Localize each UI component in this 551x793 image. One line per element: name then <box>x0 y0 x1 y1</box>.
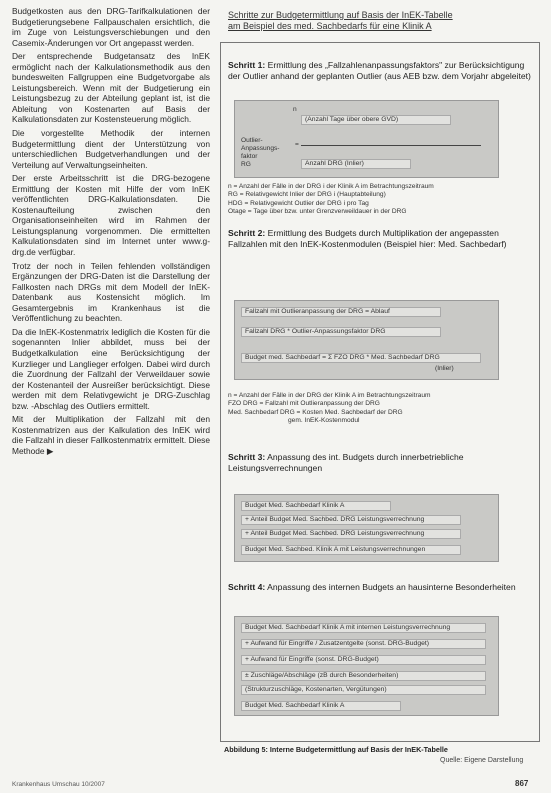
figure-caption: Abbildung 5: Interne Budgetermittlung auf Basis der InEK-Tabelle <box>224 745 448 754</box>
figure-title <box>228 10 538 32</box>
step4-formula-panel <box>234 616 499 716</box>
fraction-line <box>301 145 481 146</box>
paragraph: Die vorgestellte Methodik der internen Budgetermittlung dient der Unterstützung von unterschiedlichen Budgetverhandlungen und der Verteilung auf Verwaltungseinheiten. <box>12 128 210 170</box>
formula-denominator-label: RG <box>241 161 251 168</box>
legend-line: HDG = Relativgewicht Outlier der DRG i pro Tag <box>228 199 369 207</box>
formula-bar: (Strukturzuschläge, Kostenarten, Vergütungen) <box>241 685 486 695</box>
formula-bar: Anzahl DRG (Inlier) <box>301 159 411 169</box>
legend-line: gem. InEK-Kostenmodul <box>288 416 360 424</box>
step-text: Ermittlung des „Fallzahlenanpassungsfaktors" zur Berücksichtigung der Outlier anhand der geplanten Outlier (aus AEB bzw. dem Vorjahr abgeleitet) <box>228 60 531 81</box>
step-label: Schritt 2: <box>228 228 266 238</box>
figure-source: Quelle: Eigene Darstellung <box>440 757 524 764</box>
legend-line: Med. Sachbedarf DRG = Kosten Med. Sachbedarf der DRG <box>228 408 403 416</box>
formula-numerator: n <box>293 106 297 113</box>
legend-line: FZO DRG = Fallzahl mit Outlieranpassung der DRG <box>228 400 380 408</box>
legend-line: Otage = Tage über bzw. unter Grenzverweildauer in der DRG <box>228 207 407 215</box>
formula-bar: + Anteil Budget Med. Sachbed. DRG Leistungsverrechnung <box>241 515 461 525</box>
legend-line: n = Anzahl der Fälle in der DRG i der Klinik A im Betrachtungszeitraum <box>228 183 434 190</box>
step-label: Schritt 3: <box>228 452 266 462</box>
formula-bar: Budget Med. Sachbedarf Klinik A <box>241 701 401 711</box>
formula-bar: + Aufwand für Eingriffe (sonst. DRG-Budget) <box>241 655 486 665</box>
formula-bar: + Anteil Budget Med. Sachbed. DRG Leistungsverrechnung <box>241 529 461 539</box>
step1-title <box>228 60 533 81</box>
page-number: 867 <box>515 779 529 788</box>
paragraph: Trotz der noch in Teilen fehlenden vollständigen Ergänzungen der DRG-Daten ist die Darstellung der Fallkosten nach DRGs mit dem Modell der InEK-Datenbank aus Kostensicht möglich. Im Gesamtergebnis im Krankenhaus ist die Veröffentlichung zu beachten. <box>12 260 210 324</box>
formula-label: Outlier-Anpassungs- faktor <box>241 137 280 160</box>
formula-bar: (Anzahl Tage über obere GVD) <box>301 115 451 125</box>
formula-sub: (Inlier) <box>435 365 454 372</box>
formula-bar: Fallzahl mit Outlieranpassung der DRG = Ablauf <box>241 307 441 317</box>
step2-legend <box>228 392 533 425</box>
formula-bar: ± Zuschläge/Abschläge (zB durch Besonderheiten) <box>241 671 486 681</box>
step3-formula-panel <box>234 494 499 562</box>
step2-title <box>228 228 533 249</box>
legend-line: RG = Relativgewicht Inlier der DRG i (Hauptabteilung) <box>228 191 386 199</box>
paragraph: Der erste Arbeitsschritt ist die DRG-bezogene Ermittlung der Kosten mit Hilfe der vom InEK veröffentlichten DRG-Kalkulationsdaten. Die Kostenaufteilung zwischen den Organisationseinheiten wird im Rahmen der Leistungsplanung vorgenommen. Die ermittelten Kalkulationsdaten sind im Internet unter www.g-drg.de verfügbar. <box>12 173 210 258</box>
formula-equals: = <box>295 141 299 148</box>
body-text-column <box>12 6 210 459</box>
paragraph: Mit der Multiplikation der Fallzahl mit den Kostenmatrizen aus der Kalkulation des InEK wird die Fallzahl in dieser Fallkostenmatrix ermittelt. Diese Methode ▶ <box>12 414 210 456</box>
step1-formula-panel <box>234 100 499 178</box>
formula-bar: Budget Med. Sachbed. Klinik A mit Leistungsverrechnungen <box>241 545 461 555</box>
formula-bar: Budget Med. Sachbedarf Klinik A mit internen Leistungsverrechnung <box>241 623 486 633</box>
step4-title <box>228 582 533 593</box>
journal-footer: Krankenhaus Umschau 10/2007 <box>12 781 105 788</box>
step3-title <box>228 452 533 473</box>
step2-formula-panel <box>234 300 499 380</box>
step-text: Anpassung des internen Budgets an hausinterne Besonderheiten <box>265 582 516 592</box>
step-label: Schritt 1: <box>228 60 266 70</box>
step-label: Schritt 4: <box>228 582 266 592</box>
legend-line: n = Anzahl der Fälle in der DRG der Klinik A im Betrachtungszeitraum <box>228 392 431 399</box>
figure-title-line: Schritte zur Budgetermittlung auf Basis der InEK-Tabelle <box>228 10 453 20</box>
paragraph: Budgetkosten aus den DRG-Tarifkalkulationen der Budgetierungsebene Fallpauschalen ersichtlich, die im Zuge von Leistungsverschiebungen und den Casemix-Änderungen vor Ort angepasst werden. <box>12 6 210 48</box>
step-text: Anpassung des int. Budgets durch innerbetriebliche Leistungsverrechnungen <box>228 452 464 473</box>
step-text: Ermittlung des Budgets durch Multiplikation der angepassten Fallzahlen mit den InEK-Kostenmodulen (Beispiel hier: Med. Sachbedarf) <box>228 228 507 249</box>
paragraph: Da die InEK-Kostenmatrix lediglich die Kosten für die sogenannten Inlier abbildet, muss bei der Budgetkalkulation eine Berücksichtigung der Kurzlieger und Langlieger erfolgen. Dabei wird durch die Zuordnung der Fallzahl der Verweildauer sowie der Kostenanteil der Ausreißer berücksichtigt. Diese werden mit dem Relativgewicht je DRG-Zuschlag bzw. -Abschlag des Outliers ermittelt. <box>12 326 210 411</box>
figure-title-line: am Beispiel des med. Sachbedarfs für eine Klinik A <box>228 21 432 31</box>
formula-bar: Fallzahl DRG * Outlier-Anpassungsfaktor DRG <box>241 327 441 337</box>
formula-bar: + Aufwand für Eingriffe / Zusatzentgelte (sonst. DRG-Budget) <box>241 639 486 649</box>
step1-legend <box>228 183 533 216</box>
formula-bar: Budget med. Sachbedarf = Σ FZO DRG * Med. Sachbedarf DRG <box>241 353 481 363</box>
paragraph: Der entsprechende Budgetansatz des InEK ermöglicht nach der Kalkulationsmethodik aus den bundesweiten Fallgruppen eine Budgetvorgabe als Leistungsbereich. Wenn mit der Budgetierung ein Leistungsbezug zu der Abteilung geplant ist, ist die Ableitung von Kostenarten auf Basis der Kalkulationsdaten zur Kostensteuerung möglich. <box>12 51 210 125</box>
formula-bar: Budget Med. Sachbedarf Klinik A <box>241 501 391 511</box>
